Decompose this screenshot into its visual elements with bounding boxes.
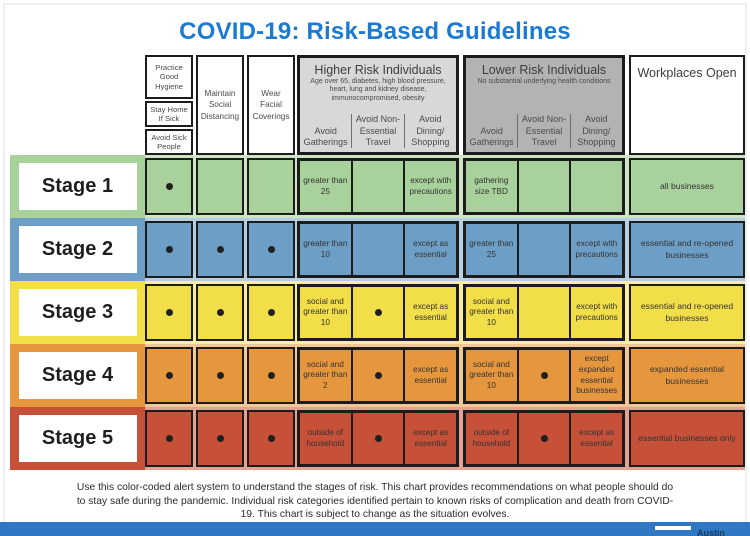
header-social-distancing: Maintain Social Distancing xyxy=(196,55,244,155)
cell-lr-gatherings: outside of household xyxy=(472,427,511,448)
cell-hr-gatherings: social and greater than 10 xyxy=(303,296,348,327)
dot-marker xyxy=(375,372,382,379)
cell-workplaces: expanded essential businesses xyxy=(629,347,745,404)
stage-label-band xyxy=(10,155,145,218)
cell-hr-travel xyxy=(351,161,404,212)
cell-facial-coverings xyxy=(247,410,295,467)
cell-hygiene xyxy=(145,284,193,341)
cell-lr-travel xyxy=(517,161,570,212)
stage-label-band xyxy=(10,407,145,470)
stage-label: Stage 5 xyxy=(17,413,139,464)
dot-marker xyxy=(375,309,382,316)
dot-marker xyxy=(166,246,173,253)
header-higher-risk-group xyxy=(297,55,459,155)
cell-social-distancing xyxy=(196,221,244,278)
lower-risk-col-travel: Avoid Non- Essential Travel xyxy=(517,114,569,148)
stage-label: Stage 3 xyxy=(17,287,139,338)
higher-risk-subtitle: Age over 65, diabetes, high blood pressure, heart, lung and kidney disease, immunocompromised, obesity xyxy=(310,78,446,102)
cell-group xyxy=(463,410,625,467)
header-facial-coverings: Wear Facial Coverings xyxy=(247,55,295,155)
cell-group xyxy=(297,158,459,215)
cell-group xyxy=(297,347,459,404)
cell-hygiene xyxy=(145,158,193,215)
austin-logo-icon xyxy=(655,526,691,530)
cell-workplaces: essential businesses only xyxy=(629,410,745,467)
dot-marker xyxy=(217,309,224,316)
page-title: COVID-19: Risk-Based Guidelines xyxy=(179,18,571,45)
stage-row-1 xyxy=(10,155,745,218)
lower-risk-subtitle: No substantial underlying health conditions xyxy=(477,78,611,85)
dot-marker xyxy=(375,435,382,442)
dot-marker xyxy=(217,435,224,442)
lower-risk-col-dining: Avoid Dining/ Shopping xyxy=(570,114,622,148)
dot-marker xyxy=(217,246,224,253)
cell-hr-travel xyxy=(351,413,404,464)
cell-lr-dining xyxy=(569,161,622,212)
higher-risk-columns xyxy=(300,103,456,152)
cell-lr-dining: except expanded essential businesses xyxy=(569,350,622,401)
dot-marker xyxy=(268,246,275,253)
cell-group xyxy=(463,347,625,404)
cell-hygiene xyxy=(145,410,193,467)
stage-row-4 xyxy=(10,344,745,407)
cell-hr-travel xyxy=(351,224,404,275)
cell-social-distancing xyxy=(196,158,244,215)
header-personal-practices xyxy=(145,55,193,155)
dot-marker xyxy=(166,183,173,190)
table-header xyxy=(10,55,745,155)
cell-facial-coverings xyxy=(247,284,295,341)
cell-hr-travel xyxy=(351,287,404,338)
cell-hr-gatherings: greater than 25 xyxy=(303,175,348,196)
cell-social-distancing xyxy=(196,284,244,341)
stage-row-2 xyxy=(10,218,745,281)
cell-social-distancing xyxy=(196,410,244,467)
lower-risk-columns xyxy=(466,86,622,152)
stage-row-5 xyxy=(10,407,745,470)
bottom-bar xyxy=(0,522,750,536)
cell-hr-dining: except as essential xyxy=(403,350,456,401)
stage-label-band xyxy=(10,218,145,281)
dot-marker xyxy=(268,435,275,442)
stage-rows xyxy=(10,155,745,470)
higher-risk-title: Higher Risk Individuals xyxy=(314,63,442,77)
cell-lr-gatherings: greater than 25 xyxy=(469,238,514,259)
cell-group xyxy=(297,284,459,341)
cell-lr-travel xyxy=(517,350,570,401)
dot-marker xyxy=(541,435,548,442)
dot-marker xyxy=(268,372,275,379)
cell-hr-travel xyxy=(351,350,404,401)
dot-marker xyxy=(166,372,173,379)
cell-lr-travel xyxy=(517,287,570,338)
cell-hr-dining: except with precautions xyxy=(403,161,456,212)
cell-social-distancing xyxy=(196,347,244,404)
cell-lr-gatherings: social and greater than 10 xyxy=(469,359,514,390)
cell-hr-gatherings: outside of household xyxy=(306,427,345,448)
cell-lr-dining: except with precautions xyxy=(569,287,622,338)
header-avoid-sick: Avoid Sick People xyxy=(145,129,193,155)
cell-lr-gatherings: social and greater than 10 xyxy=(469,296,514,327)
stage-label-band xyxy=(10,281,145,344)
stage-label-band xyxy=(10,344,145,407)
dot-marker xyxy=(166,309,173,316)
stage-label: Stage 4 xyxy=(17,350,139,401)
cell-group xyxy=(297,221,459,278)
dot-marker xyxy=(541,372,548,379)
stage-row-3 xyxy=(10,281,745,344)
cell-workplaces: essential and re-opened businesses xyxy=(629,221,745,278)
lower-risk-title: Lower Risk Individuals xyxy=(481,63,607,77)
dot-marker xyxy=(166,435,173,442)
guidelines-table xyxy=(10,55,745,470)
cell-group xyxy=(463,221,625,278)
lower-risk-col-gatherings: Avoid Gatherings xyxy=(469,125,514,147)
dot-marker xyxy=(217,372,224,379)
stage-label: Stage 2 xyxy=(17,224,139,275)
dot-marker xyxy=(268,309,275,316)
footer-note: Use this color-coded alert system to understand the stages of risk. This chart provides recommendations on what people should do to stay safe during the pandemic. Individual risk categories identified pertain to known risks of complication and death from COVID-19. This chart is subject to change as the situation evolves. xyxy=(76,482,674,521)
header-stay-home: Stay Home If Sick xyxy=(145,101,193,127)
cell-hygiene xyxy=(145,221,193,278)
cell-workplaces: essential and re-opened businesses xyxy=(629,284,745,341)
cell-hr-gatherings: social and greater than 2 xyxy=(303,359,348,390)
cell-hr-dining: except as essential xyxy=(403,413,456,464)
header-spacer xyxy=(10,55,145,155)
higher-risk-col-dining: Avoid Dining/ Shopping xyxy=(404,114,456,148)
header-workplaces-open: Workplaces Open xyxy=(629,55,745,155)
higher-risk-col-gatherings: Avoid Gatherings xyxy=(303,125,348,147)
header-practice-hygiene: Practice Good Hygiene xyxy=(145,55,193,99)
cell-hygiene xyxy=(145,347,193,404)
cell-group xyxy=(297,410,459,467)
cell-facial-coverings xyxy=(247,158,295,215)
header-lower-risk-group xyxy=(463,55,625,155)
higher-risk-col-travel: Avoid Non- Essential Travel xyxy=(351,114,403,148)
austin-logo-text: Austin xyxy=(697,528,725,536)
cell-group xyxy=(463,284,625,341)
cell-hr-dining: except as essential xyxy=(403,224,456,275)
cell-lr-dining: except as essential xyxy=(569,413,622,464)
cell-lr-travel xyxy=(517,224,570,275)
cell-lr-travel xyxy=(517,413,570,464)
cell-group xyxy=(463,158,625,215)
cell-lr-dining: except with precautions xyxy=(569,224,622,275)
stage-label: Stage 1 xyxy=(17,161,139,212)
cell-hr-dining: except as essential xyxy=(403,287,456,338)
cell-workplaces: all businesses xyxy=(629,158,745,215)
cell-lr-gatherings: gathering size TBD xyxy=(474,175,509,196)
cell-facial-coverings xyxy=(247,347,295,404)
cell-facial-coverings xyxy=(247,221,295,278)
cell-hr-gatherings: greater than 10 xyxy=(303,238,348,259)
